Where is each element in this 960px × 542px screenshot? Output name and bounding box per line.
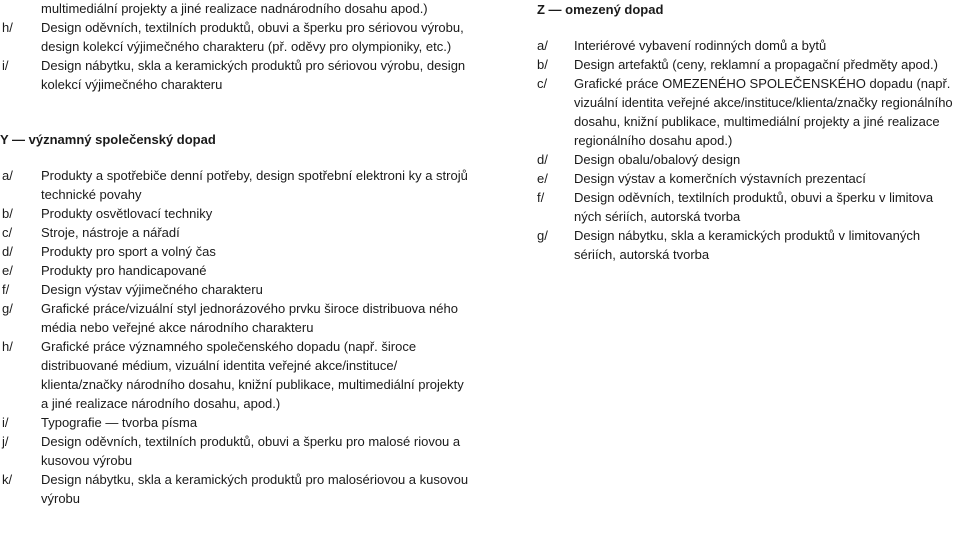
- list-item-y-k: [0, 470, 470, 508]
- item-letter: k/: [2, 472, 13, 487]
- item-letter: c/: [537, 76, 548, 91]
- list-item-y-i: [0, 413, 470, 432]
- item-text: Grafické práce/vizuální styl jednorázového prvku široce distribuova ného média nebo veřejné akce národního charakteru: [41, 301, 458, 335]
- item-text: Produkty pro sport a volný čas: [41, 244, 216, 259]
- list-item-x-i: [0, 56, 470, 94]
- item-letter: e/: [2, 263, 13, 278]
- item-letter: i/: [2, 58, 9, 73]
- item-letter: d/: [2, 244, 13, 259]
- list-item-y-h: [0, 337, 470, 413]
- item-text: Design oděvních, textilních produktů, obuvi a šperku pro malosé riovou a kusovou výrobu: [41, 434, 461, 468]
- list-item-z-g: [537, 226, 960, 264]
- item-letter: f/: [2, 282, 10, 297]
- right-column: [537, 0, 960, 264]
- list-item-z-b: [537, 55, 960, 74]
- item-text: Stroje, nástroje a nářadí: [41, 225, 180, 240]
- list-item-x-h: [0, 18, 470, 56]
- item-letter: a/: [537, 38, 548, 53]
- item-text: Design obalu/obalový design: [574, 152, 741, 167]
- item-letter: i/: [2, 415, 9, 430]
- item-text: Produkty osvětlovací techniky: [41, 206, 213, 221]
- list-item-z-a: [537, 36, 960, 55]
- item-text: Interiérové vybavení rodinných domů a bytů: [574, 38, 827, 53]
- item-text: Design nábytku, skla a keramických produktů pro sériovou výrobu, design kolekcí výjimečného charakteru: [41, 58, 466, 92]
- item-text: Design nábytku, skla a keramických produktů pro malosériovou a kusovou výrobu: [41, 472, 469, 506]
- item-letter: h/: [2, 339, 13, 354]
- list-item-y-c: [0, 223, 470, 242]
- item-text: Design nábytku, skla a keramických produktů v limitovaných sériích, autorská tvorba: [574, 228, 921, 262]
- item-text: Design oděvních, textilních produktů, obuvi a šperku v limitova ných sériích, autorská tvorba: [574, 190, 934, 224]
- item-letter: b/: [537, 57, 548, 72]
- item-letter: g/: [537, 228, 548, 243]
- list-item-y-f: [0, 280, 470, 299]
- item-letter: a/: [2, 168, 13, 183]
- continuation-text: multimediální projekty a jiné realizace nadnárodního dosahu apod.): [41, 1, 428, 16]
- section-heading-y: Y — významný společenský dopad: [0, 132, 216, 147]
- list-item-y-e: [0, 261, 470, 280]
- item-text: Design výstav výjimečného charakteru: [41, 282, 263, 297]
- list-item-y-b: [0, 204, 470, 223]
- list-item: [0, 0, 470, 18]
- item-letter: e/: [537, 171, 548, 186]
- list-item-y-a: [0, 166, 470, 204]
- list-item-z-c: [537, 74, 960, 150]
- item-letter: d/: [537, 152, 548, 167]
- item-text: Design artefaktů (ceny, reklamní a propagační předměty apod.): [574, 57, 938, 72]
- section-heading-z: Z — omezený dopad: [537, 2, 664, 17]
- list-item-z-d: [537, 150, 960, 169]
- item-letter: f/: [537, 190, 545, 205]
- list-item-z-f: [537, 188, 960, 226]
- item-letter: j/: [2, 434, 9, 449]
- item-letter: g/: [2, 301, 13, 316]
- item-text: Produkty pro handicapované: [41, 263, 207, 278]
- list-item-y-j: [0, 432, 470, 470]
- item-letter: c/: [2, 225, 13, 240]
- list-item-y-d: [0, 242, 470, 261]
- item-text: Typografie — tvorba písma: [41, 415, 198, 430]
- item-text: Produkty a spotřebiče denní potřeby, design spotřební elektroni ky a strojů technické povahy: [41, 168, 468, 202]
- item-text: Grafické práce OMEZENÉHO SPOLEČENSKÉHO dopadu (např. vizuální identita veřejné akce/instituce/klienta/značky regionálního dosahu, knižní publikace, multimediální projekty a jiné realizace regionálního dosahu apod.): [574, 76, 953, 148]
- list-item-z-e: [537, 169, 960, 188]
- item-letter: h/: [2, 20, 13, 35]
- list-item-y-g: [0, 299, 470, 337]
- item-letter: b/: [2, 206, 13, 221]
- item-text: Grafické práce významného společenského dopadu (např. široce distribuované médium, vizuální identita veřejné akce/instituce/ klienta/značky národního dosahu, knižní publikace, multimediální projekty a jiné realizace národního dosahu, apod.): [41, 339, 464, 411]
- item-text: Design oděvních, textilních produktů, obuvi a šperku pro sériovou výrobu, design kolekcí výjimečného charakteru (př. oděvy pro olympioniky, etc.): [41, 20, 464, 54]
- item-text: Design výstav a komerčních výstavních prezentací: [574, 171, 866, 186]
- left-column: [0, 0, 470, 508]
